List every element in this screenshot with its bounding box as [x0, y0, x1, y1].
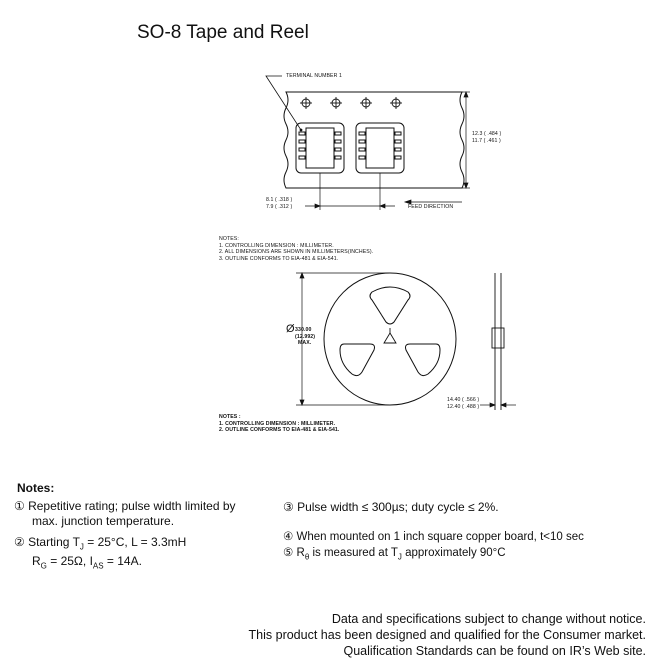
reel-hub [384, 328, 396, 343]
notes-heading: Notes: [17, 481, 55, 495]
note-1: ① Repetitive rating; pulse width limited by max. junction temperature. [14, 499, 236, 528]
footer-line-1: Data and specifications subject to change without notice. [331, 612, 646, 626]
note-4: ④ When mounted on 1 inch square copper board, t<10 sec [283, 531, 584, 543]
footer-line-2: This product has been designed and qualified for the Consumer market. [248, 628, 646, 642]
page-title: SO-8 Tape and Reel [137, 22, 309, 43]
notes-top-block: NOTES: 1. CONTROLLING DIMENSION : MILLIMETER. 2. ALL DIMENSIONS ARE SHOWN IN MILLIMETERS(INCHES). 3. OUTLINE CONFORMS TO EIA-481 & EIA-541. [219, 236, 374, 262]
reel-diameter-text: 330.00 (12.992) MAX. [295, 327, 316, 347]
notes-bottom-block: NOTES : 1. CONTROLLING DIMENSION : MILLIMETER. 2. OUTLINE CONFORMS TO EIA-481 & EIA-541. [219, 414, 340, 434]
reel-diagram [280, 270, 530, 410]
feed-direction-label: FEED DIRECTION [408, 204, 454, 210]
tape-diagram [200, 60, 500, 220]
pitch-dimension-text: 8.1 ( .318 ) 7.9 ( .312 ) [266, 197, 293, 210]
reel-side-view [492, 273, 504, 410]
note-5: ⑤ $R_\theta$ is measured at $T_J$ approximately 90°C [283, 547, 506, 562]
note-3: ③ Pulse width ≤ 300µs; duty cycle ≤ 2%. [283, 500, 499, 514]
note-2: ② Starting $T_J = 25^\circ C$, L = 3.3mH $R_G = 25\Omega$, $I_{AS} = 14A$. [14, 535, 187, 571]
sprocket-holes [300, 97, 402, 109]
pocket-1 [296, 123, 344, 173]
terminal-label: TERMINAL NUMBER 1 [286, 73, 342, 79]
reel-outline [324, 273, 456, 405]
footer-line-3: Qualification Standards can be found on IR’s Web site. [343, 644, 646, 658]
tape-height-dimension-text: 12.3 ( .484 ) 11.7 ( .461 ) [472, 131, 502, 144]
pitch-dimension [305, 173, 395, 210]
pocket-2 [356, 123, 404, 173]
terminal-leader [266, 76, 301, 130]
reel-width-dimension-text: 14.40 ( .566 ) 12.40 ( .488 ) [447, 397, 480, 410]
reel-width-dimension [480, 403, 516, 407]
diameter-symbol: Ø [286, 323, 295, 335]
tape-outline [284, 92, 464, 188]
